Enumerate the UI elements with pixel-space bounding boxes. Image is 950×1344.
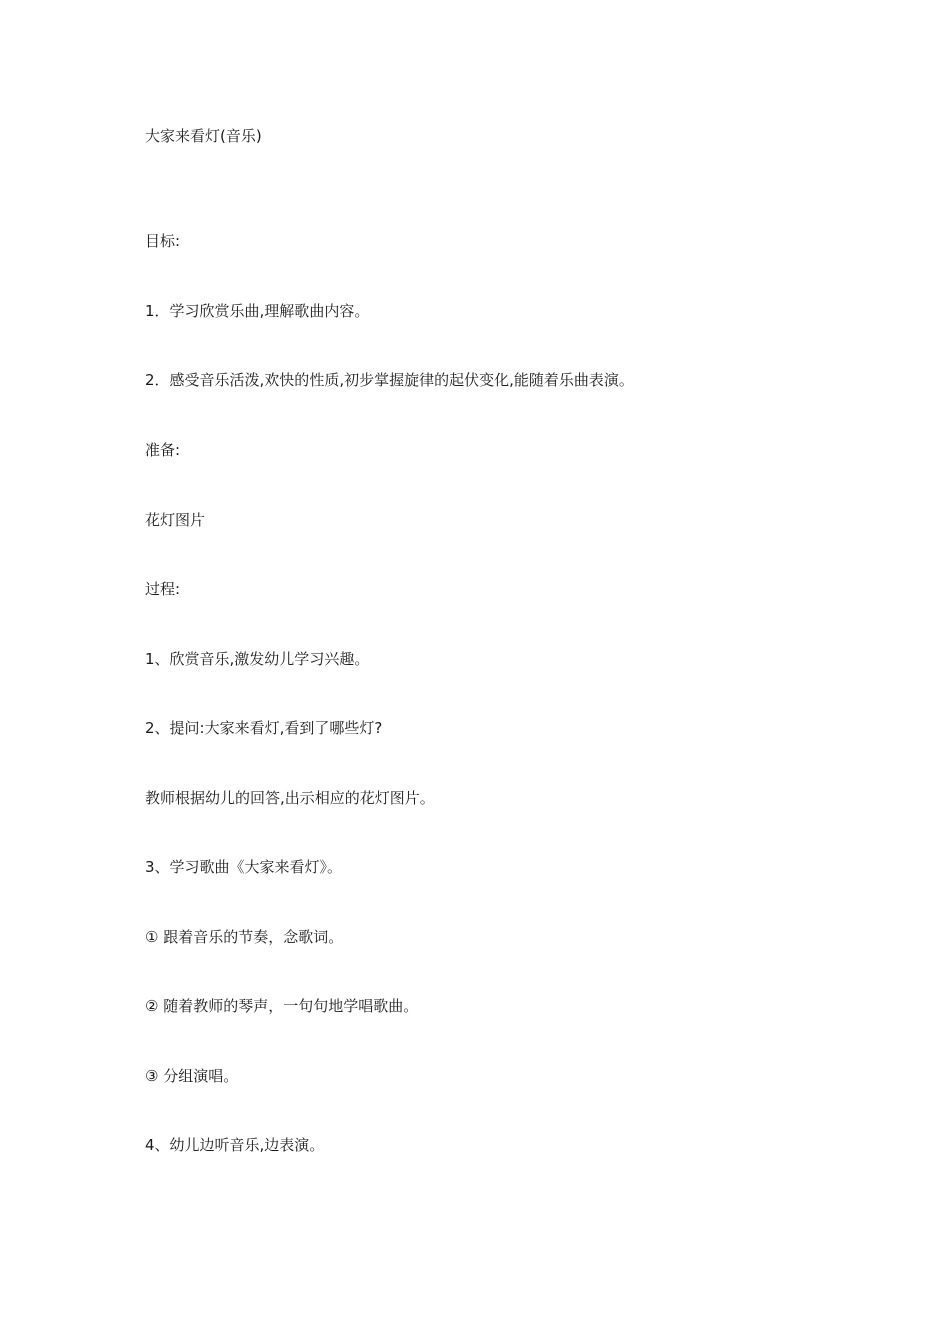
- process-step: 2、提问:大家来看灯,看到了哪些灯?: [145, 719, 383, 737]
- process-substep: ③ 分组演唱。: [145, 1067, 239, 1085]
- process-heading: 过程:: [145, 580, 181, 598]
- goals-heading: 目标:: [145, 232, 181, 250]
- process-substep: ② 随着教师的琴声，一句句地学唱歌曲。: [145, 997, 419, 1015]
- goal-item: 2．感受音乐活泼,欢快的性质,初步掌握旋律的起伏变化,能随着乐曲表演。: [145, 371, 634, 389]
- process-step: 4、幼儿边听音乐,边表演。: [145, 1136, 325, 1154]
- process-step: 教师根据幼儿的回答,出示相应的花灯图片。: [145, 789, 435, 807]
- document-title: 大家来看灯(音乐): [145, 127, 262, 145]
- prep-item: 花灯图片: [145, 511, 206, 529]
- process-step: 3、学习歌曲《大家来看灯》。: [145, 858, 343, 876]
- process-substep: ① 跟着音乐的节奏，念歌词。: [145, 928, 344, 946]
- goal-item: 1．学习欣赏乐曲,理解歌曲内容。: [145, 302, 370, 320]
- process-step: 1、欣赏音乐,激发幼儿学习兴趣。: [145, 650, 370, 668]
- prep-heading: 准备:: [145, 441, 181, 459]
